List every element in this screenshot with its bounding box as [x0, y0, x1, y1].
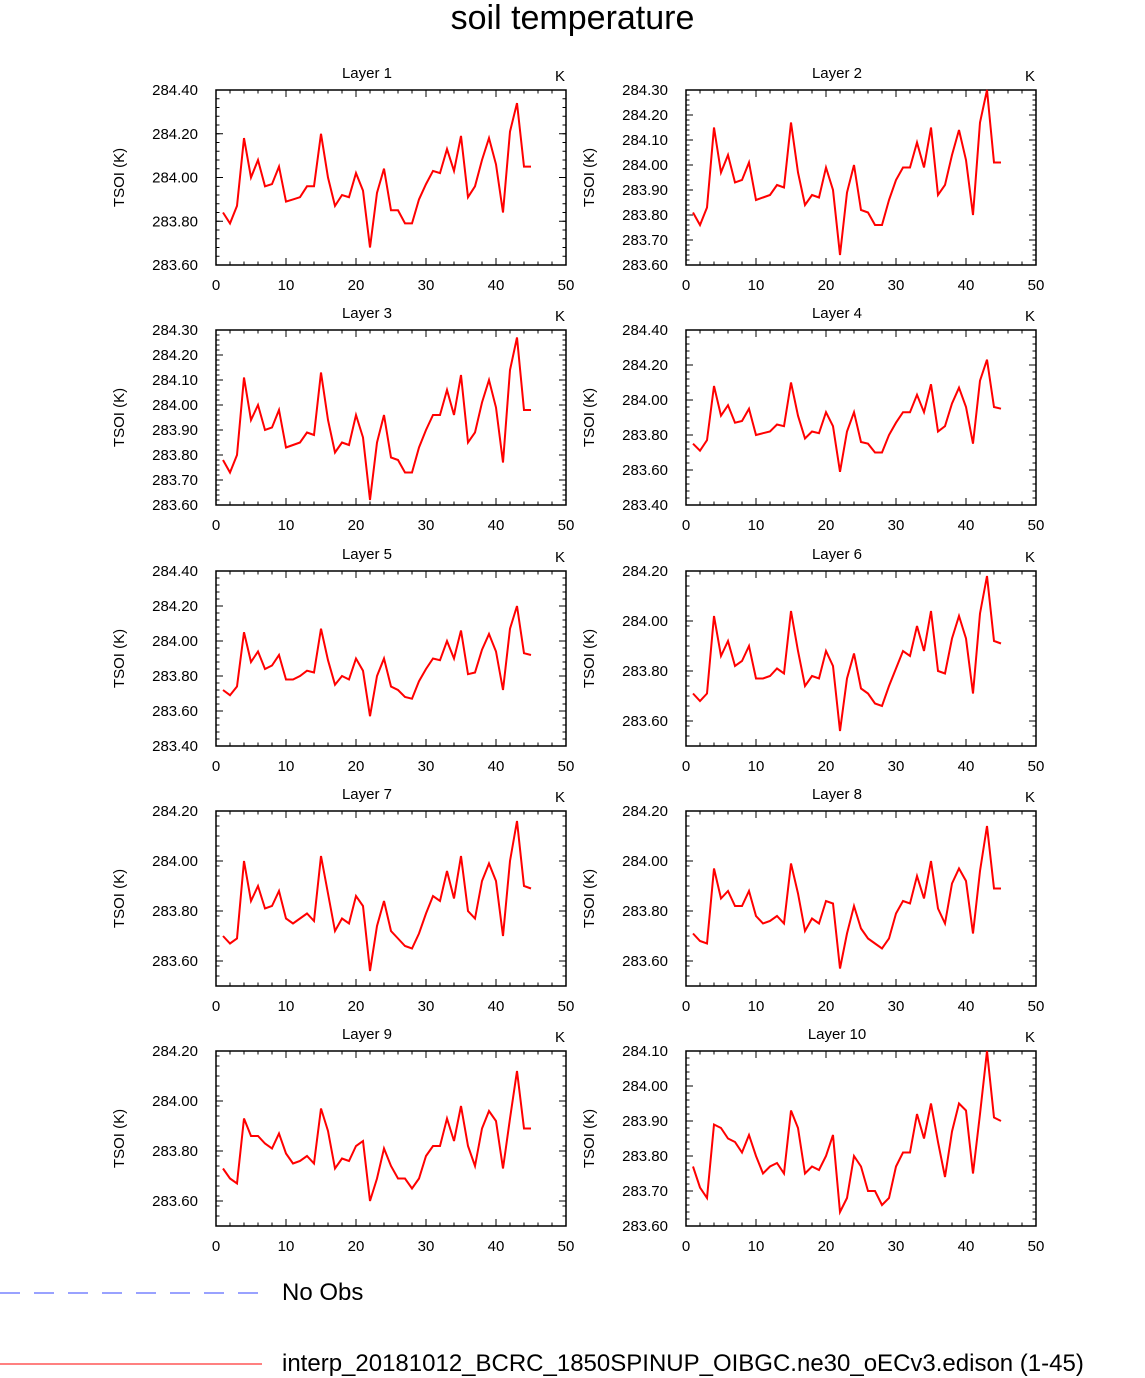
panel-5-units: K — [554, 549, 566, 566]
panel-4-x-tick-label: 50 — [1027, 517, 1045, 534]
panel-1-title: Layer 1 — [341, 65, 393, 82]
panel-3-x-tick-label: 40 — [487, 517, 505, 534]
panel-10-x-tick-label: 50 — [1027, 1238, 1045, 1255]
panel-5-ylabel: TSOI (K) — [111, 628, 128, 689]
panel-4-x-tick-label: 0 — [681, 517, 691, 534]
panel-5-y-tick-label: 283.60 — [152, 703, 198, 720]
panel-6-x-tick-label: 0 — [681, 758, 691, 775]
panel-10-x-tick-label: 30 — [887, 1238, 905, 1255]
panel-10-y-tick-label: 283.60 — [622, 1218, 668, 1235]
panel-3-series-line-1 — [223, 338, 531, 501]
panel-5-y-tick-label: 283.80 — [152, 668, 198, 685]
legend-label-model: interp_20181012_BCRC_1850SPINUP_OIBGC.ne30_oECv3.edison (1-45) — [282, 1350, 1084, 1377]
panel-2-y-tick-label: 283.60 — [622, 257, 668, 274]
panel-2-x-tick-label: 20 — [817, 277, 835, 294]
panel-1-y-tick-label: 284.40 — [152, 82, 198, 99]
panel-6-x-tick-label: 40 — [957, 758, 975, 775]
panel-8-ylabel: TSOI (K) — [581, 868, 598, 929]
panel-8-x-tick-label: 20 — [817, 998, 835, 1015]
panel-2-y-tick-label: 284.20 — [622, 107, 668, 124]
panel-4-units: K — [1024, 308, 1036, 325]
panel-1-x-tick-label: 30 — [417, 277, 435, 294]
panel-5-x-tick-label: 50 — [557, 758, 575, 775]
panel-9-x-tick-label: 30 — [417, 1238, 435, 1255]
panel-3-x-tick-label: 20 — [347, 517, 365, 534]
panel-9-title: Layer 9 — [341, 1026, 393, 1043]
panel-5-frame — [216, 571, 566, 746]
panel-4-y-tick-label: 284.20 — [622, 357, 668, 374]
panel-3-title: Layer 3 — [341, 305, 393, 322]
legend-label-no-obs: No Obs — [282, 1279, 364, 1306]
panel-6-y-tick-label: 284.20 — [622, 563, 668, 580]
panel-8-title: Layer 8 — [811, 786, 863, 803]
panel-1-ylabel: TSOI (K) — [111, 147, 128, 208]
panel-3-x-tick-label: 50 — [557, 517, 575, 534]
panel-9-frame — [216, 1051, 566, 1226]
panel-7-y-tick-label: 284.20 — [152, 803, 198, 820]
panel-8-x-tick-label: 10 — [747, 998, 765, 1015]
panel-9-x-tick-label: 10 — [277, 1238, 295, 1255]
panel-3-ylabel: TSOI (K) — [111, 387, 128, 448]
panel-5-x-tick-label: 40 — [487, 758, 505, 775]
panel-6-y-tick-label: 283.80 — [622, 663, 668, 680]
panel-8-frame — [686, 811, 1036, 986]
panel-10-y-tick-label: 283.90 — [622, 1113, 668, 1130]
panel-2-y-tick-label: 284.30 — [622, 82, 668, 99]
panel-4-series-line-1 — [693, 360, 1001, 472]
panel-4-x-tick-label: 30 — [887, 517, 905, 534]
panel-7-y-tick-label: 283.80 — [152, 903, 198, 920]
panel-3-x-tick-label: 30 — [417, 517, 435, 534]
panel-10-y-tick-label: 284.00 — [622, 1078, 668, 1095]
panel-5-series-line-1 — [223, 606, 531, 716]
panel-9-y-tick-label: 284.20 — [152, 1043, 198, 1060]
panel-10-y-tick-label: 283.70 — [622, 1183, 668, 1200]
panel-9-x-tick-label: 40 — [487, 1238, 505, 1255]
panel-9-x-tick-label: 50 — [557, 1238, 575, 1255]
panel-7-ylabel: TSOI (K) — [111, 868, 128, 929]
panel-8-y-tick-label: 283.60 — [622, 953, 668, 970]
panel-5-y-tick-label: 283.40 — [152, 738, 198, 755]
panel-1-series-line-1 — [223, 103, 531, 247]
panel-7-y-tick-label: 283.60 — [152, 953, 198, 970]
panel-3-y-tick-label: 284.10 — [152, 372, 198, 389]
panel-4-y-tick-label: 283.60 — [622, 462, 668, 479]
panel-7-y-tick-label: 284.00 — [152, 853, 198, 870]
panel-2-x-tick-label: 40 — [957, 277, 975, 294]
panel-6-title: Layer 6 — [811, 546, 863, 563]
panel-7-x-tick-label: 20 — [347, 998, 365, 1015]
panel-2-x-tick-label: 30 — [887, 277, 905, 294]
panel-4-x-tick-label: 20 — [817, 517, 835, 534]
panel-1-y-tick-label: 284.00 — [152, 169, 198, 187]
panel-7-x-tick-label: 0 — [211, 998, 221, 1015]
panel-6-y-tick-label: 284.00 — [622, 613, 668, 630]
panel-7-x-tick-label: 30 — [417, 998, 435, 1015]
panel-2-ylabel: TSOI (K) — [581, 147, 598, 208]
panel-4-x-tick-label: 40 — [957, 517, 975, 534]
panel-2-y-tick-label: 284.10 — [622, 132, 668, 149]
panel-9-units: K — [554, 1029, 566, 1046]
panel-5-x-tick-label: 10 — [277, 758, 295, 775]
legend-lines — [0, 1278, 270, 1368]
panel-8-x-tick-label: 30 — [887, 998, 905, 1015]
panel-5-y-tick-label: 284.20 — [152, 598, 198, 615]
panel-5-title: Layer 5 — [341, 546, 393, 563]
panel-6-series-line-1 — [693, 576, 1001, 731]
panel-5-x-tick-label: 0 — [211, 758, 221, 775]
panel-1-y-tick-label: 284.20 — [152, 125, 198, 143]
panel-10-ylabel: TSOI (K) — [581, 1108, 598, 1169]
panel-3-x-tick-label: 0 — [211, 517, 221, 534]
panel-7-title: Layer 7 — [341, 786, 393, 803]
panel-1-x-tick-label: 0 — [211, 277, 221, 294]
panel-4-title: Layer 4 — [811, 305, 863, 322]
panel-7-x-tick-label: 10 — [277, 998, 295, 1015]
panel-6-x-tick-label: 10 — [747, 758, 765, 775]
panel-6-x-tick-label: 50 — [1027, 758, 1045, 775]
panel-4-y-tick-label: 284.40 — [622, 322, 668, 339]
panel-8-series-line-1 — [693, 826, 1001, 969]
panel-9-ylabel: TSOI (K) — [111, 1108, 128, 1169]
panel-4-y-tick-label: 283.40 — [622, 497, 668, 514]
page-title: soil temperature — [450, 0, 695, 37]
panel-1-x-tick-label: 50 — [557, 277, 575, 294]
panel-2-y-tick-label: 283.80 — [622, 207, 668, 224]
panel-4-ylabel: TSOI (K) — [581, 387, 598, 448]
panel-1-x-tick-label: 20 — [347, 277, 365, 294]
panel-2-frame — [686, 90, 1036, 265]
panel-10-units: K — [1024, 1029, 1036, 1046]
panel-10-x-tick-label: 20 — [817, 1238, 835, 1255]
panel-4-y-tick-label: 283.80 — [622, 427, 668, 444]
panel-8-x-tick-label: 40 — [957, 998, 975, 1015]
panel-5-x-tick-label: 20 — [347, 758, 365, 775]
panel-10-title: Layer 10 — [807, 1026, 867, 1043]
panel-6-ylabel: TSOI (K) — [581, 628, 598, 689]
panel-2-title: Layer 2 — [811, 65, 863, 82]
panel-8-x-tick-label: 50 — [1027, 998, 1045, 1015]
panel-4-y-tick-label: 284.00 — [622, 392, 668, 409]
panel-4-frame — [686, 330, 1036, 505]
panel-3-y-tick-label: 283.90 — [152, 422, 198, 439]
panel-7-units: K — [554, 789, 566, 806]
panel-3-y-tick-label: 284.00 — [152, 397, 198, 414]
panel-9-series-line-1 — [223, 1071, 531, 1201]
panel-3-units: K — [554, 308, 566, 325]
panel-9-y-tick-label: 283.80 — [152, 1143, 198, 1160]
panel-2-y-tick-label: 283.90 — [622, 182, 668, 199]
panel-3-y-tick-label: 284.20 — [152, 347, 198, 364]
panel-3-y-tick-label: 283.60 — [152, 497, 198, 514]
panel-10-y-tick-label: 283.80 — [622, 1148, 668, 1165]
panel-5-y-tick-label: 284.40 — [152, 563, 198, 580]
panel-1-y-tick-label: 283.80 — [152, 213, 198, 231]
panel-2-x-tick-label: 50 — [1027, 277, 1045, 294]
panel-10-y-tick-label: 284.10 — [622, 1043, 668, 1060]
panel-3-y-tick-label: 284.30 — [152, 322, 198, 339]
panel-2-x-tick-label: 0 — [681, 277, 691, 294]
panel-7-series-line-1 — [223, 821, 531, 971]
panel-10-x-tick-label: 0 — [681, 1238, 691, 1255]
panel-8-y-tick-label: 284.20 — [622, 803, 668, 820]
panel-8-x-tick-label: 0 — [681, 998, 691, 1015]
panel-7-x-tick-label: 40 — [487, 998, 505, 1015]
panel-10-x-tick-label: 10 — [747, 1238, 765, 1255]
panel-9-x-tick-label: 0 — [211, 1238, 221, 1255]
panel-9-y-tick-label: 283.60 — [152, 1193, 198, 1210]
panel-7-x-tick-label: 50 — [557, 998, 575, 1015]
panel-2-series-line-1 — [693, 90, 1001, 255]
panel-9-x-tick-label: 20 — [347, 1238, 365, 1255]
panel-10-x-tick-label: 40 — [957, 1238, 975, 1255]
panel-3-y-tick-label: 283.80 — [152, 447, 198, 464]
panel-9-y-tick-label: 284.00 — [152, 1093, 198, 1110]
panel-1-x-tick-label: 40 — [487, 277, 505, 294]
panel-6-x-tick-label: 20 — [817, 758, 835, 775]
panel-6-y-tick-label: 283.60 — [622, 713, 668, 730]
panel-3-y-tick-label: 283.70 — [152, 472, 198, 489]
panel-1-y-tick-label: 283.60 — [152, 257, 198, 274]
panel-2-units: K — [1024, 68, 1036, 85]
panel-8-y-tick-label: 283.80 — [622, 903, 668, 920]
panel-3-x-tick-label: 10 — [277, 517, 295, 534]
panel-8-y-tick-label: 284.00 — [622, 853, 668, 870]
panel-6-x-tick-label: 30 — [887, 758, 905, 775]
panel-1-units: K — [554, 68, 566, 85]
panel-5-y-tick-label: 284.00 — [152, 633, 198, 650]
panel-8-units: K — [1024, 789, 1036, 806]
panel-6-units: K — [1024, 549, 1036, 566]
panel-2-x-tick-label: 10 — [747, 277, 765, 294]
panel-2-y-tick-label: 284.00 — [622, 157, 668, 174]
panel-1-x-tick-label: 10 — [277, 277, 295, 294]
panel-2-y-tick-label: 283.70 — [622, 232, 668, 249]
panel-5-x-tick-label: 30 — [417, 758, 435, 775]
panel-10-series-line-1 — [693, 1051, 1001, 1212]
panel-4-x-tick-label: 10 — [747, 517, 765, 534]
